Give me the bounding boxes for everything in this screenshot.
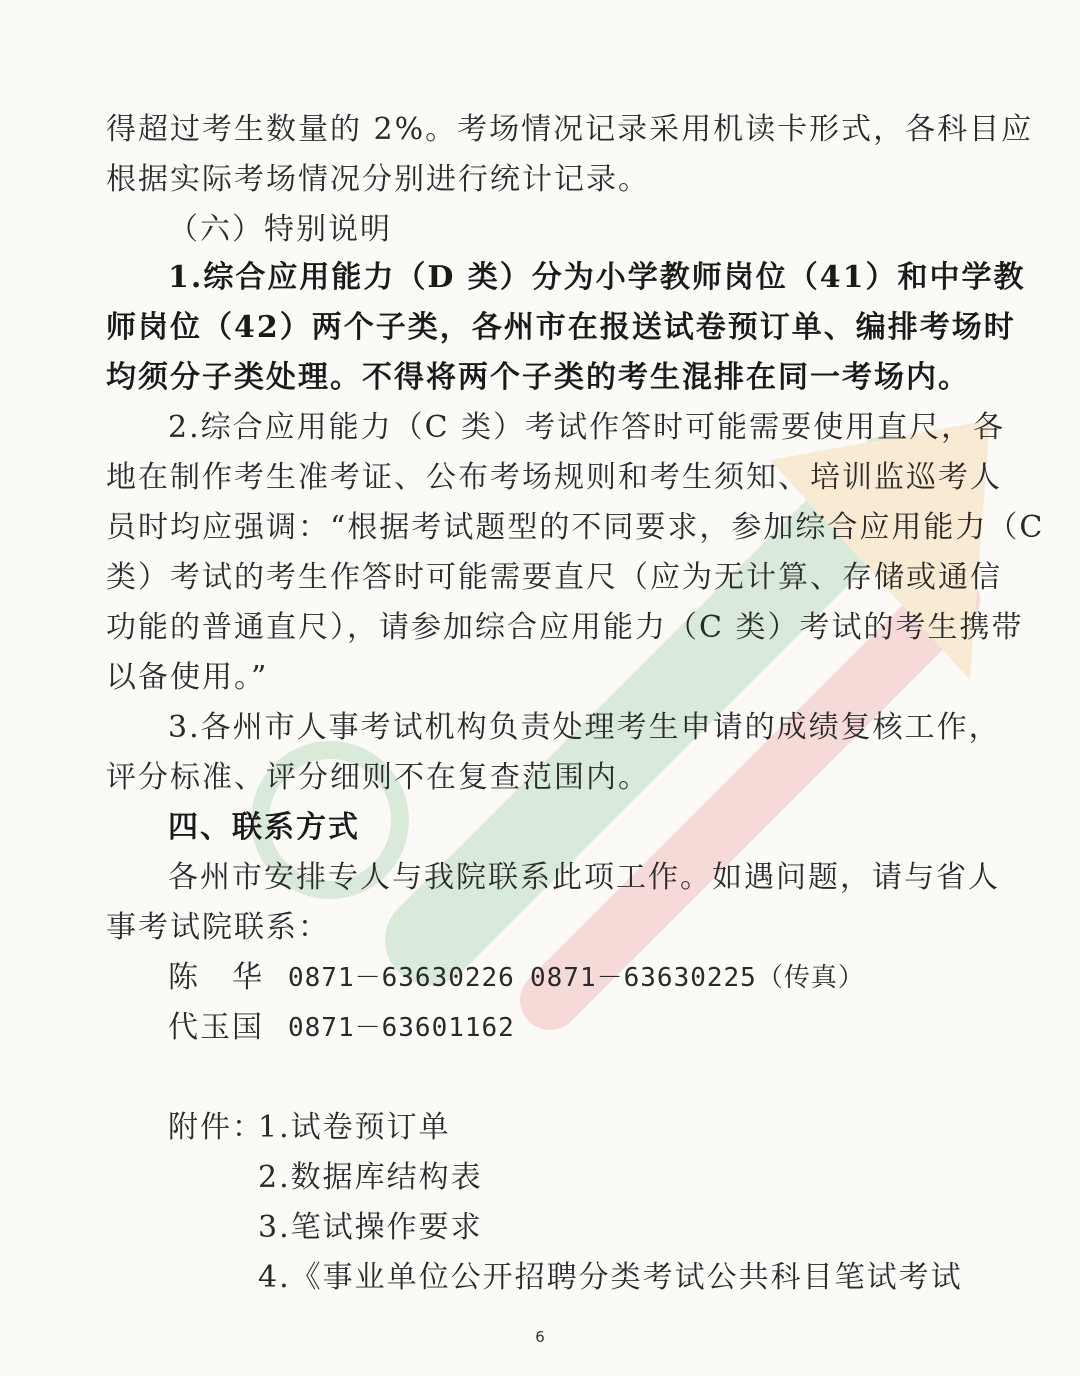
attachments-label: 附件： bbox=[168, 1110, 264, 1145]
body-line: 得超过考生数量的 2%。考场情况记录采用机读卡形式，各科目应 bbox=[106, 112, 1034, 147]
contact-fax: 0871－63630225（传真） bbox=[530, 963, 865, 993]
note-2-line: 地在制作考生准考证、公布考场规则和考生须知、培训监巡考人 bbox=[106, 460, 1002, 495]
note-3-line: 3.各州市人事考试机构负责处理考生申请的成绩复核工作， bbox=[168, 710, 1001, 745]
note-1-line: 1.综合应用能力（D 类）分为小学教师岗位（41）和中学教 bbox=[168, 260, 1026, 295]
note-2-line: 员时均应强调：“根据考试题型的不同要求，参加综合应用能力（C bbox=[106, 510, 1045, 545]
contact-phone: 0871－63630226 bbox=[288, 963, 515, 993]
attachment-item: 1.试卷预订单 bbox=[258, 1110, 451, 1145]
page-number: 6 bbox=[535, 1328, 545, 1346]
attachment-item: 2.数据库结构表 bbox=[258, 1160, 483, 1195]
note-2-line: 以备使用。” bbox=[106, 660, 269, 695]
section-heading-contact: 四、联系方式 bbox=[168, 810, 360, 845]
watermark-band-red bbox=[550, 600, 950, 1000]
section-heading-special-notes: （六）特别说明 bbox=[168, 212, 392, 247]
contact-intro-line: 各州市安排专人与我院联系此项工作。如遇问题，请与省人 bbox=[168, 860, 1000, 895]
attachment-item: 4.《事业单位公开招聘分类考试公共科目笔试考试 bbox=[258, 1260, 963, 1295]
contact-intro-line: 事考试院联系： bbox=[106, 910, 330, 945]
note-1-line: 师岗位（42）两个子类，各州市在报送试卷预订单、编排考场时 bbox=[106, 310, 1016, 345]
note-1-line: 均须分子类处理。不得将两个子类的考生混排在同一考场内。 bbox=[106, 360, 970, 395]
body-line: 根据实际考场情况分别进行统计记录。 bbox=[106, 162, 650, 197]
contact-name: 陈 华 bbox=[168, 960, 264, 995]
attachment-item: 3.笔试操作要求 bbox=[258, 1210, 483, 1245]
contact-name: 代玉国 bbox=[168, 1010, 264, 1045]
contact-phone: 0871－63601162 bbox=[288, 1013, 515, 1043]
note-2-line: 2.综合应用能力（C 类）考试作答时可能需要使用直尺，各 bbox=[168, 410, 1006, 445]
note-2-line: 功能的普通直尺），请参加综合应用能力（C 类）考试的考生携带 bbox=[106, 610, 1024, 645]
note-2-line: 类）考试的考生作答时可能需要直尺（应为无计算、存储或通信 bbox=[106, 560, 1002, 595]
note-3-line: 评分标准、评分细则不在复查范围内。 bbox=[106, 760, 650, 795]
